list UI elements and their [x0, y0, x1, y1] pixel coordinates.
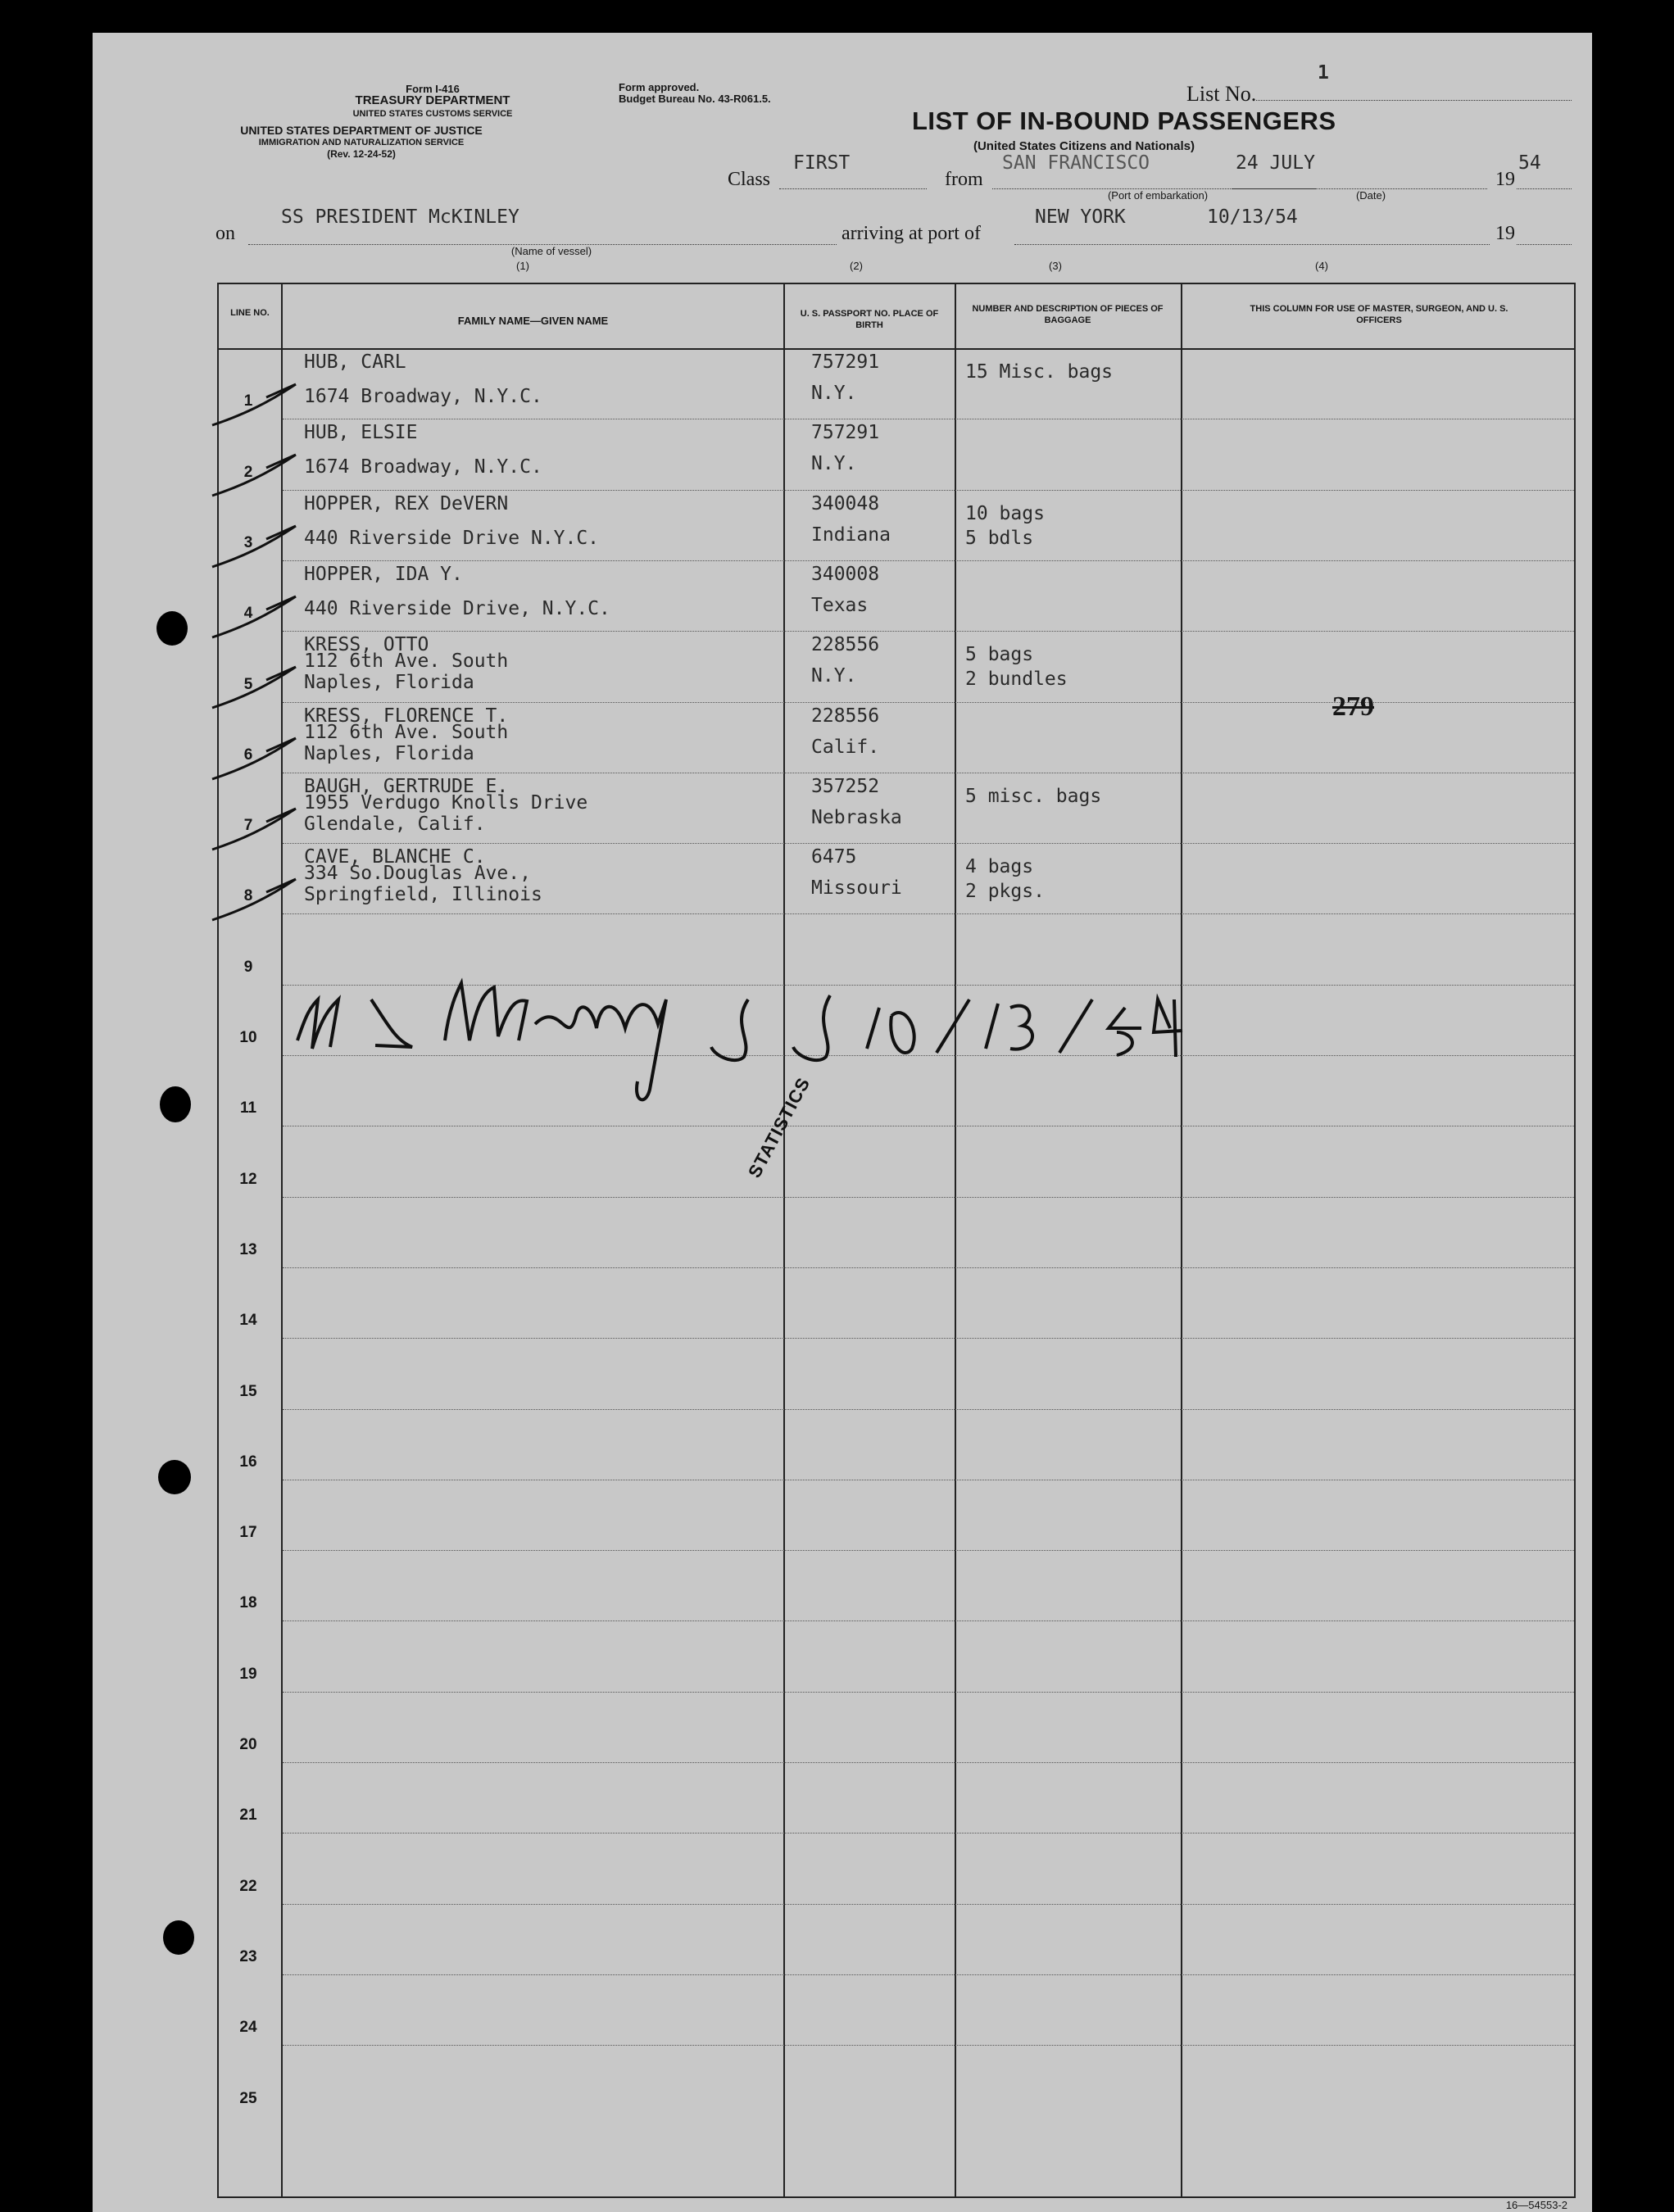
treasury-label: TREASURY DEPARTMENT — [355, 93, 510, 107]
binder-hole — [163, 1920, 194, 1955]
row-rule — [283, 1904, 1574, 1905]
list-no-rule — [1256, 100, 1572, 101]
column-divider-baggage — [1181, 283, 1182, 2198]
baggage-description: 4 bags — [965, 856, 1034, 878]
row-rule — [283, 1974, 1574, 1975]
binder-hole — [158, 1460, 191, 1494]
passport-number: 6475 — [811, 846, 857, 868]
column-number-3: (3) — [1049, 260, 1062, 272]
column-divider-passport — [955, 283, 956, 2198]
row-number: 6 — [243, 746, 253, 764]
passport-number: 228556 — [811, 634, 880, 656]
check-mark-icon — [209, 523, 299, 572]
column-divider-name — [783, 283, 785, 2198]
place-of-birth: Calif. — [811, 736, 880, 758]
baggage-description: 5 bags — [965, 644, 1034, 666]
check-mark-icon — [209, 451, 299, 501]
arrival-year-rule — [1517, 244, 1572, 245]
row-number: 13 — [239, 1240, 257, 1258]
row-rule — [283, 913, 1574, 914]
from-label: from — [945, 169, 983, 190]
place-of-birth: Nebraska — [811, 806, 902, 828]
header-passport: U. S. PASSPORT NO. PLACE OF BIRTH — [800, 309, 939, 330]
row-number: 11 — [239, 1099, 257, 1117]
passenger-name: HUB, ELSIE — [304, 422, 418, 444]
passenger-address: 112 6th Ave. South — [304, 721, 509, 743]
passenger-name: HOPPER, IDA Y. — [304, 563, 463, 585]
check-mark-icon — [209, 664, 299, 713]
row-number: 18 — [239, 1594, 257, 1612]
port-embarkation-caption: (Port of embarkation) — [1107, 189, 1209, 202]
header-baggage: NUMBER AND DESCRIPTION OF PIECES OF BAGGAGE — [972, 304, 1164, 325]
row-number: 25 — [239, 2089, 257, 2107]
row-rule — [283, 1267, 1574, 1268]
row-rule — [283, 631, 1574, 632]
check-mark-icon — [209, 735, 299, 784]
row-number: 4 — [243, 605, 253, 623]
on-label: on — [215, 223, 235, 244]
statistics-stamp: STATISTICS — [744, 1073, 814, 1181]
row-number: 24 — [239, 2019, 257, 2037]
baggage-description-line2: 5 bdls — [965, 527, 1034, 549]
place-of-birth: N.Y. — [811, 383, 857, 404]
passenger-list-form — [93, 33, 1592, 2212]
header-officers: THIS COLUMN FOR USE OF MASTER, SURGEON, AND U. S. OFFICERS — [1250, 304, 1508, 325]
year-value: 54 — [1518, 152, 1541, 174]
header-name: FAMILY NAME—GIVEN NAME — [457, 315, 609, 327]
row-number: 21 — [239, 1806, 257, 1824]
row-number: 16 — [239, 1453, 257, 1471]
column-number-4: (4) — [1315, 260, 1328, 272]
row-number: 23 — [239, 1947, 257, 1965]
passenger-address: 1674 Broadway, N.Y.C. — [304, 386, 542, 407]
row-rule — [283, 1338, 1574, 1339]
row-number: 9 — [243, 958, 253, 976]
row-rule — [283, 1197, 1574, 1198]
place-of-birth: Indiana — [811, 524, 891, 546]
place-of-birth: Missouri — [811, 877, 902, 900]
passenger-address: 1955 Verdugo Knolls Drive — [304, 791, 588, 814]
handwritten-number-279: 279 — [1332, 691, 1374, 722]
row-number: 19 — [239, 1665, 257, 1683]
place-of-birth: Texas — [811, 594, 869, 616]
row-rule — [283, 1620, 1574, 1621]
class-rule — [779, 188, 927, 189]
arrival-year-prefix: 19 — [1495, 223, 1515, 244]
baggage-description-line2: 2 bundles — [965, 669, 1068, 691]
row-rule — [283, 560, 1574, 561]
passport-number: 340048 — [811, 492, 880, 514]
passport-number: 757291 — [811, 351, 880, 373]
row-number: 10 — [239, 1029, 257, 1046]
row-number: 7 — [243, 817, 253, 835]
year-prefix: 19 — [1495, 169, 1515, 190]
column-number-2: (2) — [850, 260, 863, 272]
place-of-birth: N.Y. — [811, 665, 857, 687]
row-rule — [283, 843, 1574, 844]
row-number: 3 — [243, 533, 253, 551]
list-no-label: List No. — [1186, 82, 1257, 106]
binder-hole — [160, 1086, 191, 1122]
passenger-name: KRESS, FLORENCE T. — [304, 705, 509, 727]
arrival-date-value: 10/13/54 — [1207, 206, 1298, 228]
binder-hole — [157, 611, 188, 646]
row-number: 5 — [243, 675, 253, 693]
passport-number: 757291 — [811, 422, 880, 444]
check-mark-icon — [209, 593, 299, 642]
footer-code: 16—54553-2 — [1505, 2199, 1567, 2211]
row-rule — [283, 490, 1574, 491]
row-number: 14 — [239, 1312, 257, 1330]
table-header-rule — [217, 348, 1576, 350]
date-caption: (Date) — [1355, 189, 1386, 202]
passenger-name: HOPPER, REX DeVERN — [304, 492, 509, 514]
passenger-address-line2: Naples, Florida — [304, 672, 474, 694]
baggage-description-line2: 2 pkgs. — [965, 881, 1045, 903]
page-title: LIST OF IN-BOUND PASSENGERS — [912, 107, 1336, 135]
arrival-port-value: NEW YORK — [1035, 206, 1126, 228]
row-rule — [283, 1692, 1574, 1693]
row-number: 15 — [239, 1382, 257, 1400]
ins-label: IMMIGRATION AND NATURALIZATION SERVICE — [258, 138, 465, 147]
passenger-address: 334 So.Douglas Ave., — [304, 863, 531, 885]
row-number: 1 — [243, 392, 253, 410]
passenger-address-line2: Naples, Florida — [304, 742, 474, 764]
check-mark-icon — [209, 876, 299, 925]
passport-number: 228556 — [811, 705, 880, 727]
row-number: 8 — [243, 887, 253, 905]
list-no-value: 1 — [1318, 62, 1329, 84]
passenger-name: HUB, CARL — [304, 351, 406, 373]
passenger-name: KRESS, OTTO — [304, 634, 429, 656]
header-line-no: LINE NO. — [230, 308, 270, 318]
class-label: Class — [728, 169, 771, 190]
arrival-rule — [1014, 244, 1490, 245]
row-number: 17 — [239, 1524, 257, 1542]
check-mark-icon — [209, 381, 299, 430]
row-number: 20 — [239, 1736, 257, 1753]
baggage-description: 5 misc. bags — [965, 785, 1102, 807]
row-number: 2 — [243, 463, 253, 481]
passenger-address: 440 Riverside Drive N.Y.C. — [304, 527, 600, 549]
row-rule — [283, 1409, 1574, 1410]
passport-number: 340008 — [811, 563, 880, 585]
passport-number: 357252 — [811, 775, 880, 797]
baggage-description: 15 Misc. bags — [965, 361, 1114, 383]
column-number-1: (1) — [516, 260, 529, 272]
budget-bureau: Budget Bureau No. 43-R061.5. — [619, 93, 771, 105]
arriving-label: arriving at port of — [837, 223, 986, 245]
year-rule — [1517, 188, 1572, 189]
passenger-address-line2: Springfield, Illinois — [304, 884, 542, 906]
row-rule — [283, 1762, 1574, 1763]
row-rule — [283, 1550, 1574, 1551]
row-rule — [283, 702, 1574, 703]
row-rule — [283, 1833, 1574, 1834]
form-approved: Form approved. — [619, 81, 700, 93]
embarkation-port-value: SAN FRANCISCO — [1002, 152, 1150, 174]
signature-text — [281, 975, 289, 976]
revision-label: (Rev. 12-24-52) — [327, 148, 396, 160]
class-value: FIRST — [793, 152, 851, 174]
check-mark-icon — [209, 805, 299, 854]
passenger-address: 112 6th Ave. South — [304, 650, 509, 673]
vessel-caption: (Name of vessel) — [510, 245, 592, 257]
customs-label: UNITED STATES CUSTOMS SERVICE — [352, 109, 513, 119]
justice-label: UNITED STATES DEPARTMENT OF JUSTICE — [240, 124, 483, 137]
row-rule — [283, 2045, 1574, 2046]
passenger-name: BAUGH, GERTRUDE E. — [304, 775, 509, 797]
passenger-name: CAVE, BLANCHE C. — [304, 846, 486, 868]
form-number: Form I-416 — [406, 83, 460, 95]
passenger-address: 440 Riverside Drive, N.Y.C. — [304, 597, 610, 619]
page-subtitle: (United States Citizens and Nationals) — [973, 139, 1195, 153]
baggage-description: 10 bags — [965, 502, 1045, 524]
embarkation-date-value: 24 JULY — [1236, 152, 1315, 174]
row-number: 22 — [239, 1877, 257, 1895]
place-of-birth: N.Y. — [811, 453, 857, 475]
vessel-name-value: SS PRESIDENT McKINLEY — [281, 206, 519, 228]
passenger-address-line2: Glendale, Calif. — [304, 813, 486, 835]
passenger-address: 1674 Broadway, N.Y.C. — [304, 456, 542, 478]
row-number: 12 — [239, 1170, 257, 1188]
